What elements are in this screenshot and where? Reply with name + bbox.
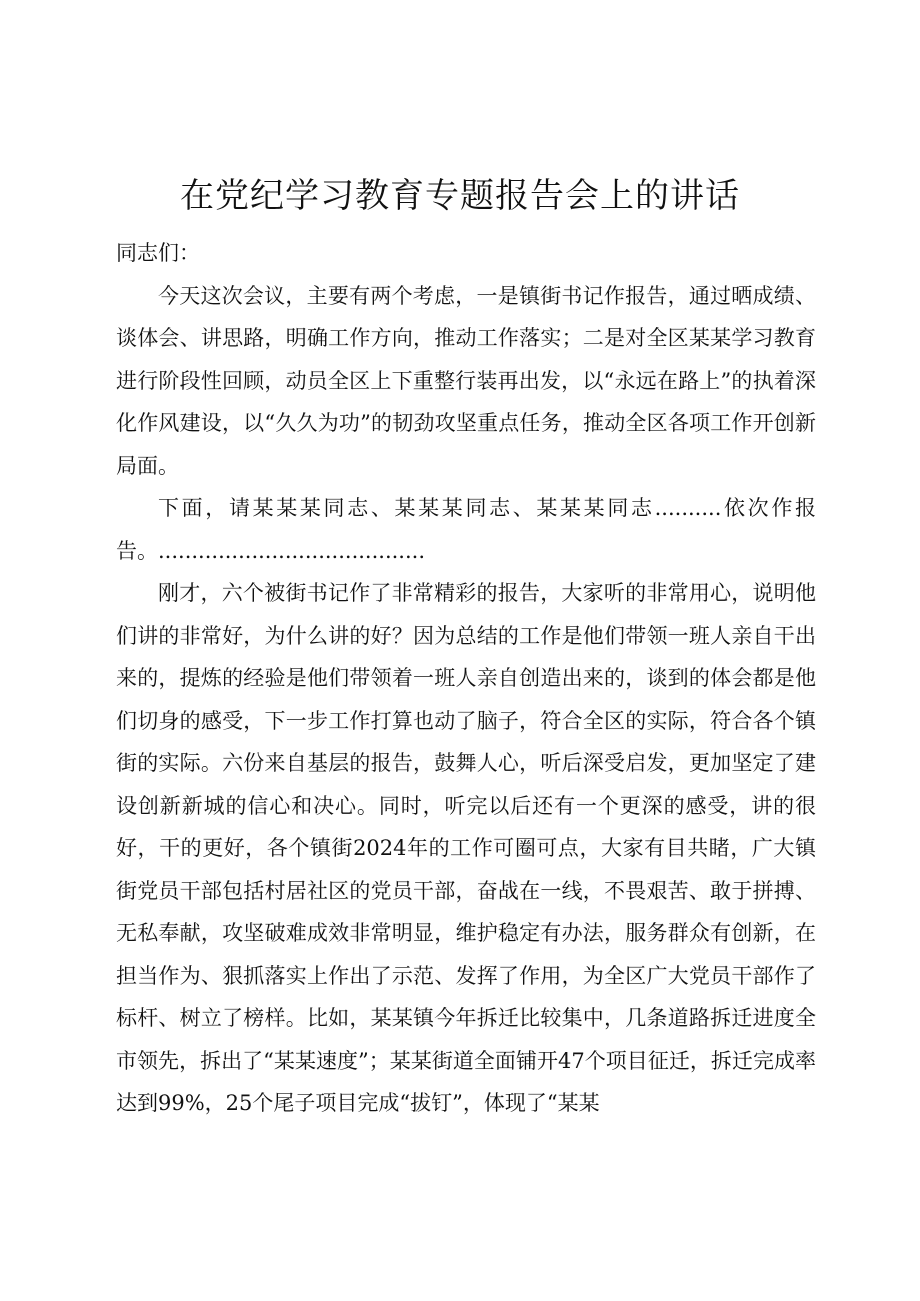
paragraph-opening: 今天这次会议，主要有两个考虑，一是镇街书记作报告，通过晒成绩、谈体会、讲思路，明确工作方向，推动工作落实；二是对全区某某学习教育进行阶段性回顾，动员全区上下重整行装再出发，以“永远在路上”的执着深化作风建设，以“久久为功”的韧劲攻坚重点任务，推动全区各项工作开创新局面。 [116,283,816,478]
greeting: 同志们： [116,241,200,265]
document-body [116,232,816,1125]
paragraph-review: 刚才，六个被街书记作了非常精彩的报告，大家听的非常用心，说明他们讲的非常好，为什么讲的好？因为总结的工作是他们带领一班人亲自干出来的，提炼的经验是他们带领着一班人亲自创造出来的，谈到的体会都是他们切身的感受，下一步工作打算也动了脑子，符合全区的实际，符合各个镇街的实际。六份来自基层的报告，鼓舞人心，听后深受启发，更加坚定了建设创新新城的信心和决心。同时，听完以后还有一个更深的感受，讲的很好，干的更好，各个镇街2024年的工作可圈可点，大家有目共睹，广大镇街党员干部包括村居社区的党员干部，奋战在一线，不畏艰苦、敢于拼搏、无私奉献，攻坚破难成效非常明显，维护稳定有办法，服务群众有创新，在担当作为、狠抓落实上作出了示范、发挥了作用，为全区广大党员干部作了标杆、树立了榜样。比如，某某镇今年拆迁比较集中，几条道路拆迁进度全市领先，拆出了“某某速度”；某某街道全面铺开47个项目征迁，拆迁完成率达到99%，25个尾子项目完成“拔钉”，体现了“某某 [116,581,816,1115]
paragraph-reports: 下面，请某某某同志、某某某同志、某某某同志..........依次作报告。........................................ [116,496,816,563]
document-title: 在党纪学习教育专题报告会上的讲话 [180,176,740,216]
